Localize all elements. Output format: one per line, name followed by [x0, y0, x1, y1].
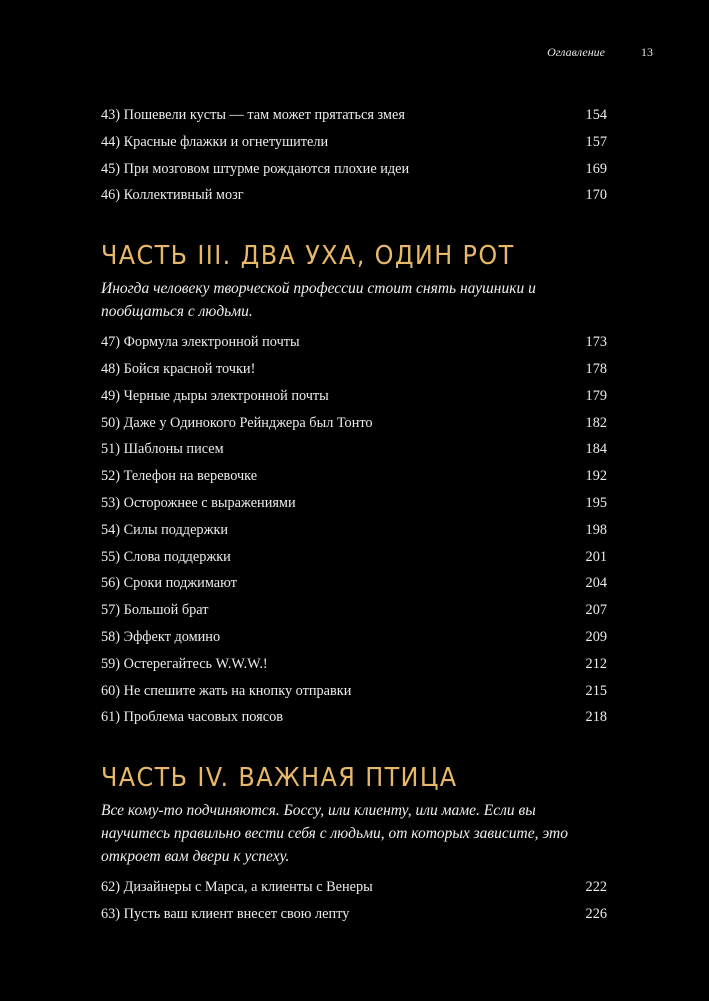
toc-entry[interactable] — [101, 597, 607, 624]
running-header — [547, 45, 653, 60]
table-of-contents — [101, 102, 607, 928]
toc-entry-title: 55) Слова поддержки — [101, 548, 231, 565]
toc-entry-title: 60) Не спешите жать на кнопку отправки — [101, 682, 352, 699]
toc-entry-title: 63) Пусть ваш клиент внесет свою лепту — [101, 905, 350, 922]
toc-entry[interactable] — [101, 436, 607, 463]
part-3-description: Иногда человеку творческой профессии стоит снять наушники и пообщаться с людьми. — [101, 280, 536, 321]
toc-entry-title: 56) Сроки поджимают — [101, 575, 237, 592]
toc-entry-page: 198 — [585, 521, 607, 538]
toc-entry-title: 45) При мозговом штурме рождаются плохие идеи — [101, 160, 410, 177]
part-3-toc-list — [101, 329, 607, 731]
toc-entry[interactable] — [101, 156, 607, 183]
toc-entry[interactable] — [101, 463, 607, 490]
section-title: Оглавление — [547, 45, 605, 59]
toc-entry-page: 182 — [585, 414, 607, 431]
part-4-toc-list — [101, 874, 607, 928]
toc-entry[interactable] — [101, 624, 607, 651]
toc-entry-page: 154 — [585, 107, 607, 123]
toc-entry-title: 51) Шаблоны писем — [101, 441, 224, 458]
toc-entry-page: 195 — [585, 494, 607, 511]
toc-entry[interactable] — [101, 383, 607, 410]
part-3-title: ЧАСТЬ III. ДВА УХА, ОДИН РОТ — [101, 241, 515, 272]
toc-entry-title: 54) Силы поддержки — [101, 521, 229, 538]
toc-entry[interactable] — [101, 329, 607, 356]
part-4-description: Все кому-то подчиняются. Боссу, или клиенту, или маме. Если вы научитесь правильно вести себя с людьми, от которых зависите, это откроет вам двери к успеху. — [101, 802, 568, 866]
toc-entry-page: 218 — [585, 709, 607, 726]
toc-entry-page: 204 — [585, 575, 607, 592]
toc-entry-page: 179 — [585, 387, 607, 404]
toc-entry-page: 178 — [585, 360, 607, 377]
toc-entry-page: 212 — [585, 655, 607, 672]
toc-entry-title: 46) Коллективный мозг — [101, 187, 244, 204]
toc-entry-page: 209 — [585, 628, 607, 645]
toc-entry[interactable] — [101, 651, 607, 678]
toc-entry[interactable] — [101, 570, 607, 597]
toc-entry-title: 57) Большой брат — [101, 602, 209, 619]
toc-entry-title: 53) Осторожнее с выражениями — [101, 494, 296, 511]
toc-entry-page: 157 — [585, 133, 607, 150]
toc-entry-title: 48) Бойся красной точки! — [101, 360, 256, 377]
toc-entry[interactable] — [101, 544, 607, 571]
toc-entry[interactable] — [101, 182, 607, 209]
toc-entry[interactable] — [101, 517, 607, 544]
toc-entry[interactable] — [101, 874, 607, 901]
toc-entry-page: 184 — [585, 441, 607, 458]
toc-entry-title: 50) Даже у Одинокого Рейнджера был Тонто — [101, 414, 373, 431]
toc-entry[interactable] — [101, 356, 607, 383]
toc-entry[interactable] — [101, 490, 607, 517]
toc-entry[interactable] — [101, 901, 607, 928]
part-3-section — [101, 239, 607, 731]
page-number: 13 — [641, 45, 653, 59]
toc-entry-title: 47) Формула электронной почты — [101, 334, 300, 351]
toc-entry-page: 192 — [585, 468, 607, 485]
toc-entry-title: 62) Дизайнеры с Марса, а клиенты с Венеры — [101, 879, 373, 896]
toc-entry-page: 201 — [585, 548, 607, 565]
toc-entry-page: 226 — [585, 905, 607, 922]
toc-entry-page: 173 — [585, 334, 607, 351]
toc-entry-page: 207 — [585, 602, 607, 619]
toc-entry-title: 59) Остерегайтесь W.W.W.! — [101, 655, 268, 672]
part-4-section — [101, 761, 607, 928]
toc-entry[interactable] — [101, 678, 607, 705]
toc-entry-page: 215 — [585, 682, 607, 699]
toc-entry[interactable] — [101, 704, 607, 731]
toc-entry-page: 222 — [585, 879, 607, 896]
toc-entry-page: 169 — [585, 160, 607, 177]
toc-entry[interactable] — [101, 129, 607, 156]
toc-entry[interactable] — [101, 102, 607, 129]
toc-entry-title: 61) Проблема часовых поясов — [101, 709, 283, 726]
toc-entry-title: 49) Черные дыры электронной почты — [101, 387, 329, 404]
toc-list-continued — [101, 102, 607, 209]
toc-entry-title: 52) Телефон на веревочке — [101, 468, 258, 485]
toc-entry-page: 170 — [585, 187, 607, 204]
toc-entry[interactable] — [101, 410, 607, 437]
toc-entry-title: 58) Эффект домино — [101, 628, 221, 645]
toc-entry-title: 43) Пошевели кусты — там может прятаться змея — [101, 107, 405, 123]
toc-entry-title: 44) Красные флажки и огнетушители — [101, 133, 329, 150]
part-4-title: ЧАСТЬ IV. ВАЖНАЯ ПТИЦА — [101, 763, 458, 794]
